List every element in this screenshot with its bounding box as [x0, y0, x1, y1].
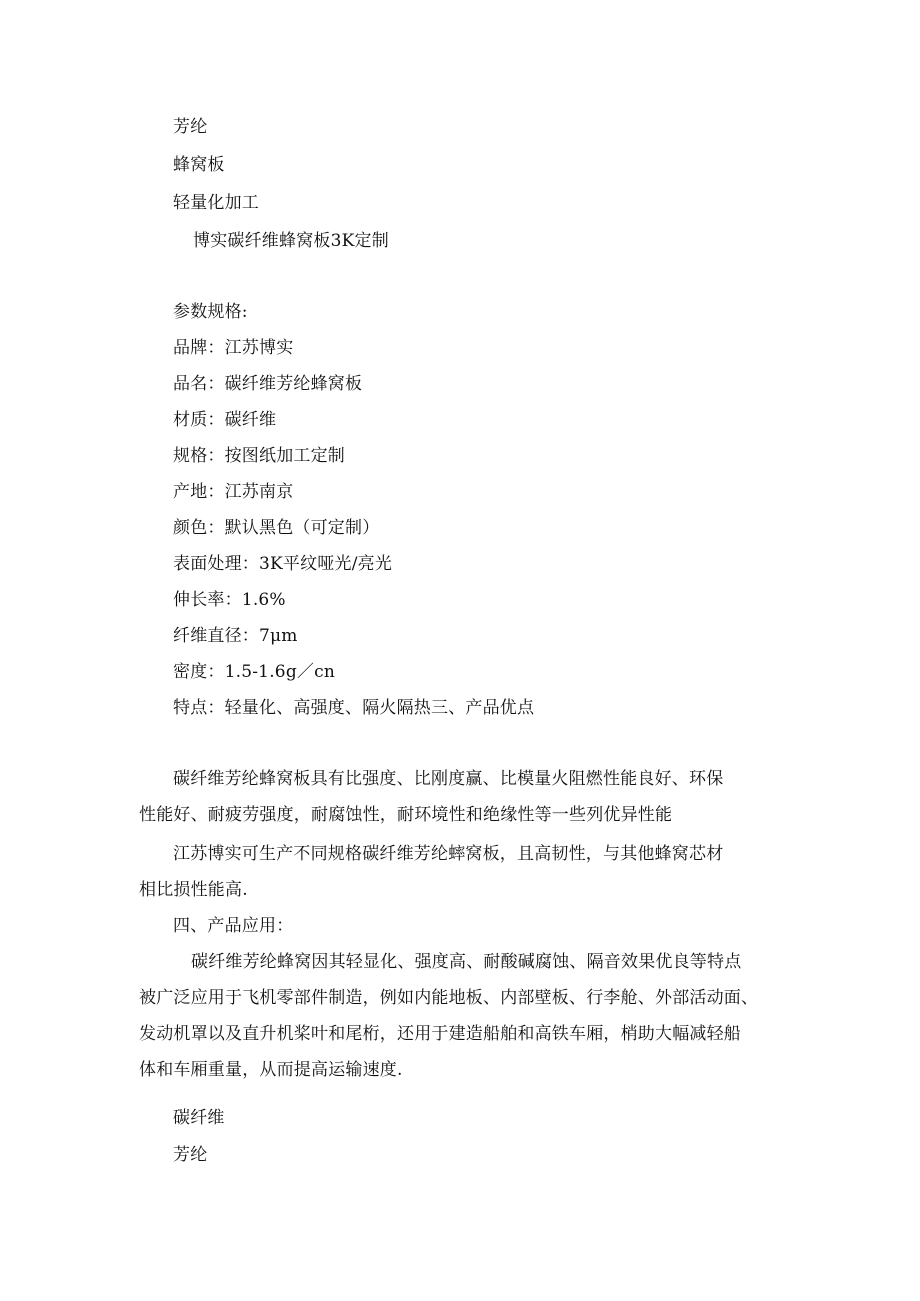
paragraph-1-line-2: 性能好、耐疲劳强度，耐腐蚀性，耐环境性和绝缘性等一些列优异性能	[139, 805, 673, 825]
spec-product-name: 品名：碳纤维芳纶蜂窝板	[173, 374, 363, 394]
spec-origin: 产地：江苏南京	[173, 482, 294, 502]
paragraph-3-line-3: 发动机罩以及直升机桨叶和尾桁，还用于建造船舶和高铁车厢，梢助大幅减轻船	[139, 1024, 741, 1044]
spec-material: 材质：碳纤维	[173, 410, 277, 430]
spec-features: 特点：轻量化、高强度、隔火隔热三、产品优点	[173, 698, 535, 718]
keyword-carbon-fiber: 碳纤维	[173, 1108, 225, 1128]
paragraph-2-line-1: 江苏博实可生产不同规格碳纤维芳纶蟀窝板，且高韧性，与其他蜂窝芯材	[173, 844, 724, 864]
paragraph-1-line-1: 碳纤维芳纶蜂窝板具有比强度、比刚度赢、比模量火阻燃性能良好、环保	[173, 769, 724, 789]
paragraph-3-line-2: 被广泛应用于飞机零部件制造，例如内能地板、内部壁板、行李舱、外部活动面、	[139, 988, 759, 1008]
paragraph-3-line-4: 体和车厢重量，从而提高运输速度.	[139, 1060, 403, 1080]
applications-heading: 四、产品应用：	[173, 916, 294, 936]
spec-fiber-diameter: 纤维直径：7μm	[173, 626, 298, 646]
keyword-aramid-bottom: 芳纶	[173, 1145, 208, 1165]
spec-density: 密度：1.5-1.6g／cn	[173, 662, 335, 682]
spec-brand: 品牌：江苏博实	[173, 338, 294, 358]
paragraph-2-line-2: 相比损性能高.	[139, 880, 248, 900]
specs-heading: 参数规格:	[173, 302, 248, 322]
spec-surface-treatment: 表面处理：3K平纹哑光/亮光	[173, 554, 393, 574]
keyword-aramid: 芳纶	[173, 117, 208, 137]
keyword-lightweight-processing: 轻量化加工	[173, 193, 259, 213]
paragraph-3-line-1: 碳纤维芳纶蜂窝因其轻显化、强度高、耐酸碱腐蚀、隔音效果优良等特点	[191, 952, 742, 972]
keyword-honeycomb-panel: 蜂窝板	[173, 155, 225, 175]
product-title: 博实碳纤维蜂窝板3K定制	[193, 231, 389, 251]
spec-color: 颜色：默认黑色（可定制）	[173, 518, 380, 538]
spec-specification: 规格：按图纸加工定制	[173, 446, 345, 466]
spec-elongation: 伸长率：1.6%	[173, 590, 286, 610]
